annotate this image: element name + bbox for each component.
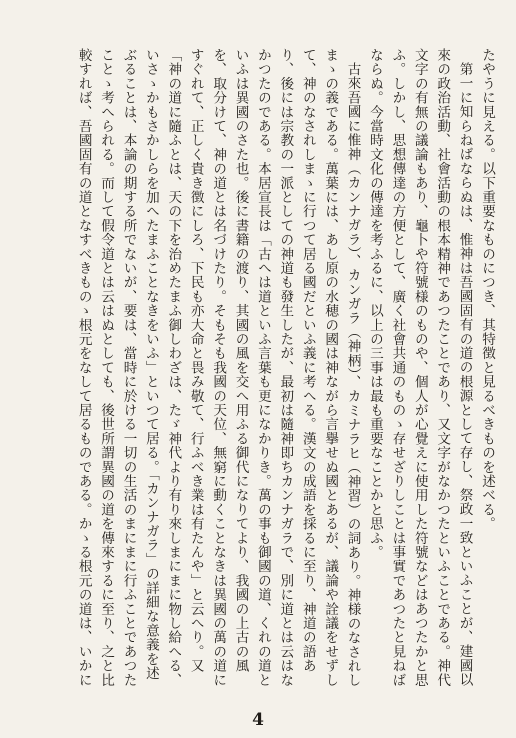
page-number: 4 bbox=[252, 710, 264, 730]
paragraph-1: たやうに見える。以下重要なものにつき、其特徴と見るべきものを述べる。 bbox=[479, 48, 495, 531]
vertical-text-block bbox=[10, 48, 498, 688]
paragraph-3: 古來吾國に惟神（カンナガラ）、カンガラ（神柄）、カミナラヒ（神習）の詞あり。神様のなされしまゝの義である。萬葉には、あし原の水穂の國は神ながら言擧せぬ國とあるが、議論や詮議をせずして、神のなされしまゝに行つて居る國だといふ義に考へる。漢文の成語を採るに至り、神道の語あり、後には宗教の一派としての神道も發生したが、最初は隨神即ちカンナガラで、別に道とは云はなかつたのである。本居宣長は「古へは道といふ言葉も更になかりき。萬の事も御國の道、くれの道といふは異國のさた也。後に書籍の渡り、其國の風を交へ用ふる御代になりてより、我國の上古の風を、取分けて、神の道とは名づけたり。そもそも我國の天位、無窮に動くことなきは異國の萬の道にすぐれて、正しく貴き徴にしろ、下民も亦大命と畏み敬て、行ふべき業は有たんや」と云へり。又「神の道に隨ふとは、天の下を治めたまふ御しわざは、たゞ神代より有り來しまにまに物し給へる、いさゝかもさかしらを加へたまふことなきをいふ」といつて居る。「カンナガラ」の詳細な意義を述ぶることは、本論の期する所でないが、要は、當時に於ける一切の生活のまにまに行ふことであつたことゝ考へられる。而して假令道とは云はぬとしても、後世所謂異國の道を傳來するに至り、之と比較すれば、吾國固有の道となすべきものゝ根元をなして居るものである。かゝる根元の道は、いかに bbox=[75, 48, 361, 687]
paragraph-2: 第一に知らねばならぬは、惟神は吾國固有の道の根源として存し、祭政一致といふことが、建國以來の政治活動、社會活動の根本精神であつたことであり、又文字がなかつたといふことである。神代文字の有無の議論もあり、龜卜や符號様のものや、個人が心覺えに使用した符號などはあつたかと思ふ。しかし、思想傳達の方便として、廣く社會共通のものゝ存せざりしことは事實であつたと見ねばならぬ。今當時文化の傳達を考ふるに、以上の三事は最も重要なことかと思ふ。 bbox=[366, 48, 473, 687]
